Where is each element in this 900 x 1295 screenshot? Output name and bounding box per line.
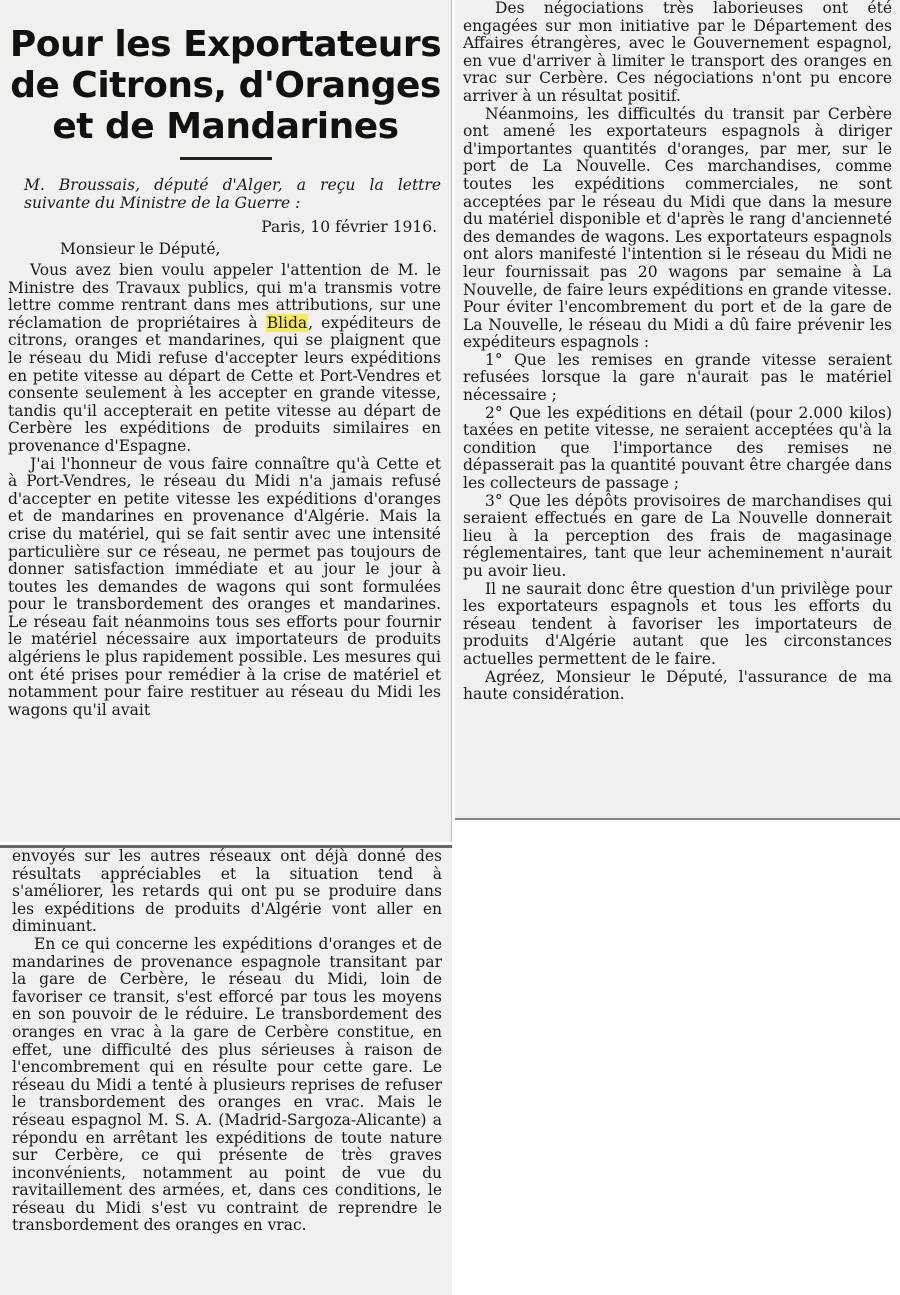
paragraph-text: Vous avez bien voulu appeler l'attention de M. le Ministre des Travaux publics, qui m'a transmis votre lettre comme rentrant dans mes attributions, sur une réclamation de propriétaires à (8, 261, 441, 332)
paragraph-text: , expéditeurs de citrons, oranges et mandarines, qui se plaignent que le réseau du Midi refuse d'accepter leurs expéditions en petite vitesse au départ de Cette et Port-Vendres et consente seulement à les accepter en grande vitesse, tandis qu'il accepterait en petite vitesse au départ de Cerbère les expéditions de produits similaires en provenance d'Espagne. (8, 313, 441, 455)
headline-line-1: Pour les Exportateurs (9, 24, 442, 65)
paragraph: 2° Que les expéditions en détail (pour 2.000 kilos) taxées en petite vitesse, ne seraient acceptées qu'à la condition que l'importance des remises ne dépasserait pas la quantité pouvant être chargée dans les collecteurs de passage ; (463, 403, 892, 493)
headline-line-3: et de Mandarines (52, 106, 399, 147)
article-right-column (455, 0, 900, 820)
dateline: Paris, 10 février 1916. (261, 218, 437, 236)
paragraph: Agréez, Monsieur le Député, l'assurance de ma haute considération. (463, 667, 892, 704)
paragraph: Néanmoins, les difficultés du transit par Cerbère ont amené les exportateurs espagnols à diriger d'importantes quantités d'oranges, par mer, sur le port de La Nouvelle. Ces marchandises, comme toutes les expéditions commerciales, ne sont acceptées par le réseau du Midi que dans la mesure du matériel disponible et d'après le rang d'ancienneté des demandes de wagons. Les exportateurs espagnols ont alors manifesté l'intention si le réseau du Midi ne leur fournissait pas 20 wagons par semaine à La Nouvelle, de faire leurs expéditions en grande vitesse. Pour éviter l'encombrement du port et de la gare de La Nouvelle, le réseau du Midi a dû faire prévenir les expéditeurs espagnols : (463, 104, 892, 352)
highlighted-word: Blida (266, 313, 308, 332)
headline-line-2: de Citrons, d'Oranges (10, 65, 441, 106)
paragraph: J'ai l'honneur de vous faire connaître qu'à Cette et à Port-Vendres, le réseau du Midi n'a jamais refusé d'accepter en petite vitesse les expéditions d'oranges et de mandarines en provenance d'Algérie. Mais la crise du matériel, qui se fait sentir avec une intensité particulière sur ce réseau, ne permet pas toujours de donner satisfaction immédiate et au jour le jour à toutes les demandes de wagons qui sont formulées pour le transbordement des oranges et mandarines. Le réseau fait néanmoins tous ses efforts pour fournir le matériel nécessaire aux importateurs de produits algériens le plus rapidement possible. Les mesures qui ont été prises pour remédier à la crise de matériel et notamment pour faire restituer au réseau du Midi les wagons qu'il avait (8, 454, 441, 719)
paragraph: Il ne saurait donc être question d'un privilège pour les exportateurs espagnols et tous les efforts du réseau tendent à favoriser les importateurs de produits d'Algérie autant que les circonstances actuelles permettent de le faire. (463, 579, 892, 668)
intro-text: M. Broussais, député d'Alger, a reçu la lettre suivante du Ministre de la Guerre : (24, 176, 441, 212)
paragraph: 1° Que les remises en grande vitesse seraient refusées lorsque la gare n'aurait pas le matériel nécessaire ; (463, 350, 892, 405)
article-continuation-column (0, 845, 452, 1295)
paragraph: En ce qui concerne les expéditions d'oranges et de mandarines de provenance espagnole transitant par la gare de Cerbère, le réseau du Midi, loin de favoriser ce transit, s'est efforcé par tous les moyens en son pouvoir de le réduire. Le transbordement des oranges en vrac à la gare de Cerbère constitue, en effet, une difficulté des plus sérieuses à raison de l'encombrement qui en résulte pour cette gare. Le réseau du Midi a tenté à plusieurs reprises de refuser le transbordement des oranges en vrac. Mais le réseau espagnol M. S. A. (Madrid-Sargoza-Alicante) a répondu en arrêtant les expéditions de toute nature sur Cerbère, ce qui présente de très graves inconvénients, notamment au point de vue du ravitaillement des armées, et, dans ces conditions, le réseau du Midi s'est vu contraint de reprendre le transbordement des oranges en vrac. (12, 934, 442, 1235)
paragraph: 3° Que les dépôts provisoires de marchandises qui seraient effectués en gare de La Nouvelle donnerait lieu à la perception des frais de magasinage réglementaires, tant que leur acheminement n'aurait pu avoir lieu. (463, 491, 892, 580)
paragraph (0, 262, 451, 456)
article-left-column (0, 0, 452, 842)
salutation: Monsieur le Député, (60, 240, 221, 258)
headline (6, 24, 445, 147)
paragraph: Des négociations très laborieuses ont été engagées sur mon initiative par le Département des Affaires étrangères, avec le Gouvernement espagnol, en vue d'arriver à limiter le transport des oranges en vrac sur Cerbère. Ces négociations n'ont pu encore arriver à un résultat positif. (463, 0, 892, 105)
paragraph: envoyés sur les autres réseaux ont déjà donné des résultats appréciables et la situation tend à s'améliorer, les retards qui ont pu se produire dans les expéditions de produits d'Algérie vont aller en diminuant. (12, 847, 442, 936)
headline-divider (180, 157, 272, 160)
